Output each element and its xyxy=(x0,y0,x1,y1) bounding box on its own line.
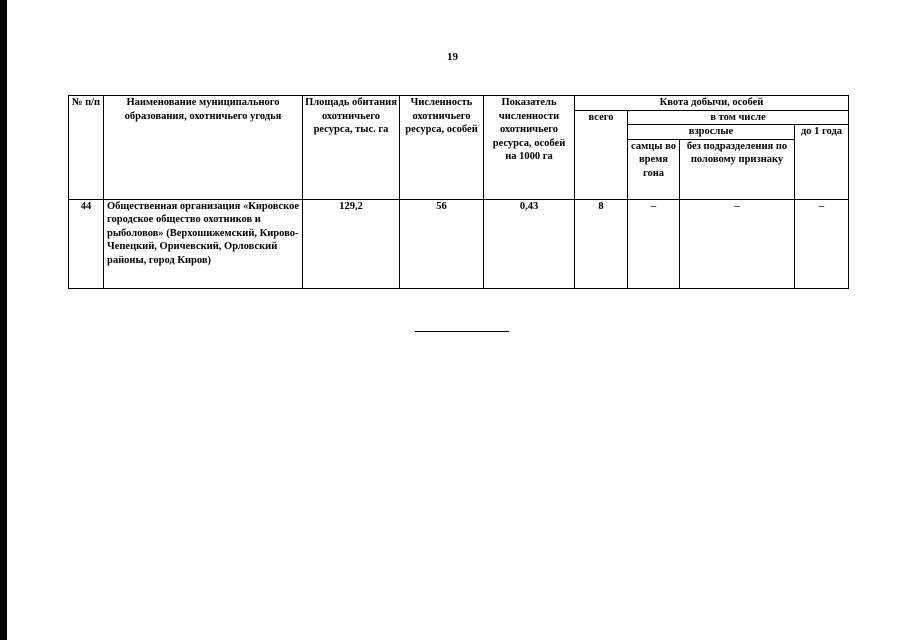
page-number: 19 xyxy=(447,51,458,63)
cell-count: 56 xyxy=(400,199,484,288)
cell-area: 129,2 xyxy=(303,199,400,288)
header-adults: взрослые xyxy=(628,125,795,140)
header-density: Показатель численности охотничьего ресурса, особей на 1000 га xyxy=(484,96,575,200)
cell-total: 8 xyxy=(575,199,628,288)
cell-males-rut: – xyxy=(628,199,680,288)
cell-under-1-year: – xyxy=(795,199,849,288)
hunting-quota-table xyxy=(68,95,849,289)
cell-name: Общественная организация «Кировское городское общество охотников и рыболовов» (Верхошижемский, Кирово-Чепецкий, Оричевский, Орловский районы, город Киров) xyxy=(104,199,303,288)
header-males-rut: самцы во время гона xyxy=(628,139,680,199)
header-no-sex-division: без подразделения по половому признаку xyxy=(680,139,795,199)
header-under-1-year: до 1 года xyxy=(795,125,849,200)
scan-edge-bar xyxy=(0,0,7,640)
header-total: всего xyxy=(575,110,628,199)
header-including: в том числе xyxy=(628,110,849,125)
table-row xyxy=(69,199,849,288)
cell-no-sex-division: – xyxy=(680,199,795,288)
header-quota: Квота добычи, особей xyxy=(575,96,849,111)
end-rule xyxy=(415,331,509,332)
header-num: № п/п xyxy=(69,96,104,200)
header-name: Наименование муниципального образования, охотничьего угодья xyxy=(104,96,303,200)
cell-density: 0,43 xyxy=(484,199,575,288)
header-area: Площадь обитания охотничьего ресурса, тыс. га xyxy=(303,96,400,200)
header-count: Численность охотничьего ресурса, особей xyxy=(400,96,484,200)
cell-num: 44 xyxy=(69,199,104,288)
